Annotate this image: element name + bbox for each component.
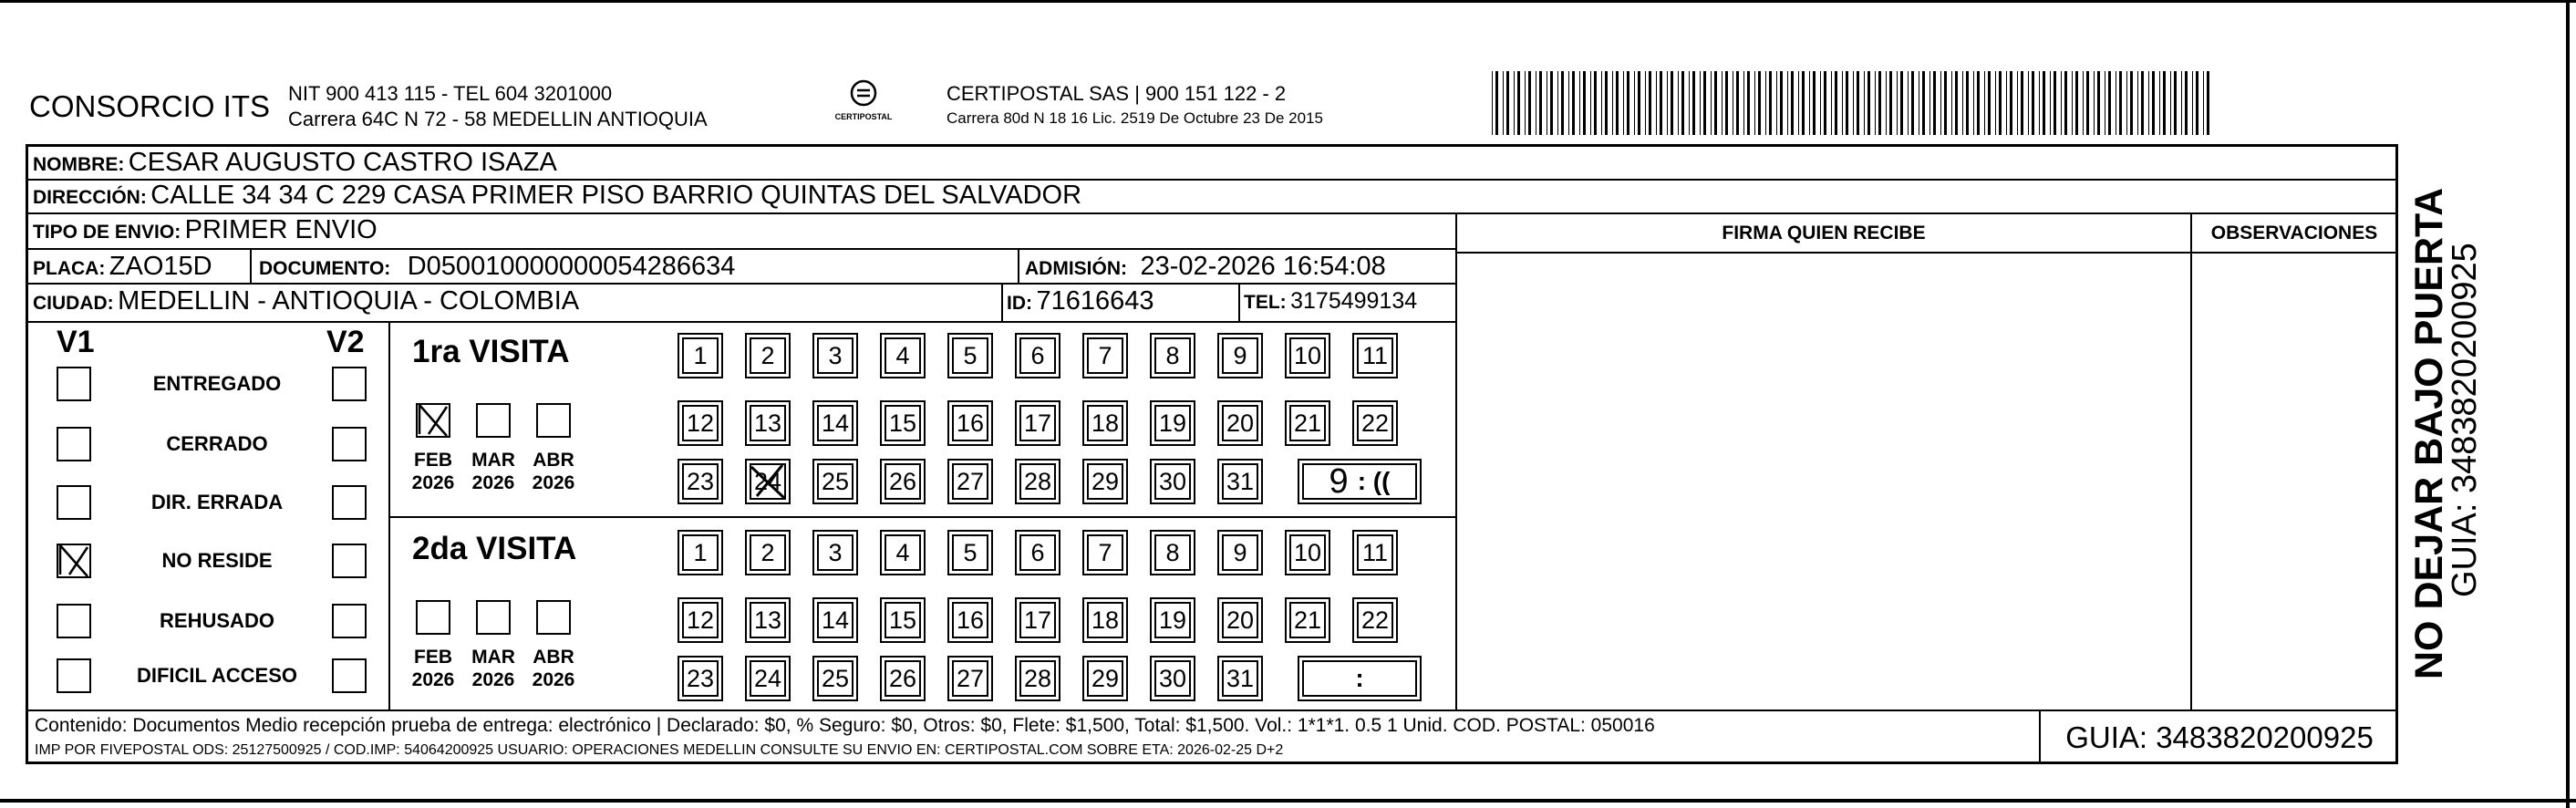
status-label-3: NO RESIDE bbox=[161, 549, 273, 572]
barcode-bar bbox=[1929, 71, 1930, 135]
barcode-bar bbox=[2083, 71, 2084, 135]
barcode-bar bbox=[1889, 71, 1892, 135]
day-box-0-5[interactable]: 5 bbox=[952, 337, 988, 374]
day-box-1-3[interactable]: 3 bbox=[817, 534, 853, 571]
barcode-bar bbox=[1995, 71, 1996, 135]
barcode-bar bbox=[1835, 71, 1837, 135]
day-box-0-26[interactable]: 26 bbox=[885, 463, 921, 500]
day-box-0-30[interactable]: 30 bbox=[1154, 463, 1191, 500]
barcode-bar bbox=[2137, 71, 2138, 135]
certipostal-logo: CERTIPOSTAL bbox=[832, 78, 895, 133]
day-box-1-1[interactable]: 1 bbox=[682, 534, 719, 571]
day-box-1-20[interactable]: 20 bbox=[1222, 602, 1258, 638]
barcode-bar bbox=[2185, 71, 2188, 135]
month-name: ABR bbox=[533, 647, 574, 668]
barcode-bar bbox=[2010, 71, 2012, 135]
barcode-bar bbox=[1802, 71, 1805, 135]
day-box-1-18[interactable]: 18 bbox=[1087, 602, 1123, 638]
day-box-0-23[interactable]: 23 bbox=[682, 463, 719, 500]
day-box-1-8[interactable]: 8 bbox=[1154, 534, 1191, 571]
barcode-bar bbox=[1951, 71, 1952, 135]
barcode-bar bbox=[1634, 71, 1635, 135]
day-box-1-28[interactable]: 28 bbox=[1019, 660, 1056, 697]
day-box-0-24[interactable] bbox=[750, 463, 786, 500]
barcode-bar bbox=[2097, 71, 2100, 135]
barcode-bar bbox=[1539, 71, 1542, 135]
barcode-bar bbox=[1831, 71, 1832, 135]
month-year: 2026 bbox=[411, 669, 455, 690]
barcode-bar bbox=[1973, 71, 1974, 135]
barcode-bar bbox=[1886, 71, 1887, 135]
barcode-bar bbox=[1875, 71, 1876, 135]
day-box-0-28[interactable]: 28 bbox=[1019, 463, 1056, 500]
barcode-bar bbox=[1506, 71, 1509, 135]
barcode-bar bbox=[1747, 71, 1750, 135]
barcode-bar bbox=[1579, 71, 1580, 135]
barcode-bar bbox=[1867, 71, 1870, 135]
day-box-1-27[interactable]: 27 bbox=[952, 660, 988, 697]
id-field: ID: 71616643 bbox=[1007, 286, 1154, 316]
day-box-1-14[interactable]: 14 bbox=[817, 602, 853, 638]
barcode-bar bbox=[2130, 71, 2133, 135]
barcode-bar bbox=[1671, 71, 1673, 135]
barcode-bar bbox=[1780, 71, 1783, 135]
day-box-0-14[interactable]: 14 bbox=[817, 405, 853, 441]
month-checkbox-0-2[interactable] bbox=[536, 403, 571, 438]
bottom-edge bbox=[0, 799, 2576, 803]
barcode-bar bbox=[2054, 71, 2056, 135]
barcode-bar bbox=[1878, 71, 1881, 135]
month-checkbox-1-0[interactable] bbox=[416, 600, 450, 635]
barcode-bar bbox=[1623, 71, 1624, 135]
month-label-1-1 bbox=[464, 646, 522, 691]
time-box-0[interactable] bbox=[1302, 463, 1417, 500]
side-guia: GUIA: 3483820200925 bbox=[2446, 243, 2484, 597]
barcode-bar bbox=[1722, 71, 1723, 135]
barcode-bar bbox=[2170, 71, 2171, 135]
tel-field: TEL: 3175499134 bbox=[1244, 288, 1418, 314]
month-checkbox-1-2[interactable] bbox=[536, 600, 571, 635]
barcode-bar bbox=[1700, 71, 1701, 135]
barcode-bar bbox=[1911, 71, 1914, 135]
status-label-1: CERRADO bbox=[166, 432, 268, 455]
month-year: 2026 bbox=[411, 472, 455, 493]
v1-checkbox-3[interactable] bbox=[57, 544, 91, 578]
barcode-bar bbox=[1758, 71, 1761, 135]
barcode-bar bbox=[1853, 71, 1854, 135]
barcode-bar bbox=[1798, 71, 1799, 135]
footer-imp: IMP POR FIVEPOSTAL ODS: 25127500925 / COD.IMP: 54064200925 USUARIO: OPERACIONES MEDELLIN CONSULTE SU ENVIO EN: CERTIPOSTAL.COM SOBRE ETA: 2026-02-25 D+2 bbox=[35, 742, 1284, 758]
barcode-bar bbox=[1842, 71, 1843, 135]
time-value: : bbox=[1355, 664, 1364, 692]
barcode-bar bbox=[2064, 71, 2067, 135]
barcode-bar bbox=[1689, 71, 1690, 135]
barcode bbox=[1492, 71, 2218, 135]
barcode-bar bbox=[1667, 71, 1668, 135]
day-box-0-17[interactable]: 17 bbox=[1019, 405, 1056, 441]
day-box-1-10[interactable]: 10 bbox=[1289, 534, 1326, 571]
day-box-1-15[interactable]: 15 bbox=[885, 602, 921, 638]
barcode-bar bbox=[1791, 71, 1794, 135]
barcode-bar bbox=[2203, 71, 2204, 135]
day-box-1-12[interactable]: 12 bbox=[682, 602, 719, 638]
day-box-0-9[interactable]: 9 bbox=[1222, 337, 1258, 374]
barcode-bar bbox=[2086, 71, 2089, 135]
day-box-1-17[interactable]: 17 bbox=[1019, 602, 1056, 638]
barcode-bar bbox=[1514, 71, 1515, 135]
day-box-0-6[interactable]: 6 bbox=[1019, 337, 1056, 374]
barcode-bar bbox=[1944, 71, 1947, 135]
day-box-1-24[interactable]: 24 bbox=[750, 660, 786, 697]
day-box-0-31[interactable]: 31 bbox=[1222, 463, 1258, 500]
day-box-1-7[interactable]: 7 bbox=[1087, 534, 1123, 571]
documento-value: D050010000000054286634 bbox=[407, 252, 736, 281]
barcode-bar bbox=[2181, 71, 2182, 135]
day-box-0-20[interactable]: 20 bbox=[1222, 405, 1258, 441]
company-name: CONSORCIO ITS bbox=[29, 89, 271, 123]
v2-checkbox-2[interactable] bbox=[332, 485, 367, 520]
barcode-bar bbox=[2094, 71, 2095, 135]
month-name: MAR bbox=[471, 647, 515, 668]
month-name: FEB bbox=[414, 450, 452, 471]
day-box-0-21[interactable]: 21 bbox=[1289, 405, 1326, 441]
barcode-bar bbox=[1572, 71, 1575, 135]
month-year: 2026 bbox=[471, 472, 515, 493]
barcode-bar bbox=[2152, 71, 2155, 135]
barcode-bar bbox=[1503, 71, 1504, 135]
barcode-bar bbox=[1492, 71, 1493, 135]
placa-field: PLACA: ZAO15D bbox=[33, 252, 212, 281]
right-edge bbox=[2566, 0, 2570, 808]
day-box-0-27[interactable]: 27 bbox=[952, 463, 988, 500]
day-box-0-7[interactable]: 7 bbox=[1087, 337, 1123, 374]
barcode-bar bbox=[1966, 71, 1969, 135]
day-box-1-4[interactable]: 4 bbox=[885, 534, 921, 571]
barcode-bar bbox=[1999, 71, 2002, 135]
barcode-bar bbox=[1517, 71, 1520, 135]
barcode-bar bbox=[1977, 71, 1980, 135]
barcode-bar bbox=[1528, 71, 1531, 135]
v1-checkbox-4[interactable] bbox=[57, 604, 91, 638]
day-box-0-10[interactable]: 10 bbox=[1289, 337, 1326, 374]
month-label-1-0 bbox=[404, 646, 462, 691]
barcode-bar bbox=[1962, 71, 1963, 135]
barcode-bar bbox=[2017, 71, 2018, 135]
day-box-0-25[interactable]: 25 bbox=[817, 463, 853, 500]
barcode-bar bbox=[1809, 71, 1810, 135]
barcode-bar bbox=[1583, 71, 1586, 135]
direccion-row: DIRECCIÓN: CALLE 34 34 C 229 CASA PRIMER PISO BARRIO QUINTAS DEL SALVADOR bbox=[33, 181, 1082, 210]
tipo-envio-value: PRIMER ENVIO bbox=[184, 215, 378, 244]
barcode-bar bbox=[2108, 71, 2111, 135]
admision-value: 23-02-2026 16:54:08 bbox=[1140, 252, 1386, 281]
month-name: FEB bbox=[414, 647, 452, 668]
courier-address: Carrera 80d N 18 16 Lic. 2519 De Octubre 23 De 2015 bbox=[947, 109, 1323, 127]
barcode-bar bbox=[2196, 71, 2198, 135]
documento-field: DOCUMENTO: D050010000000054286634 bbox=[259, 252, 736, 281]
barcode-bar bbox=[1561, 71, 1564, 135]
barcode-bar bbox=[1550, 71, 1553, 135]
day-box-1-25[interactable]: 25 bbox=[817, 660, 853, 697]
barcode-bar bbox=[2163, 71, 2166, 135]
barcode-bar bbox=[1787, 71, 1788, 135]
barcode-bar bbox=[1933, 71, 1936, 135]
barcode-bar bbox=[1495, 71, 1498, 135]
month-label-0-1 bbox=[464, 449, 522, 494]
day-box-0-12[interactable]: 12 bbox=[682, 405, 719, 441]
status-label-2: DIR. ERRADA bbox=[150, 491, 284, 513]
barcode-bar bbox=[2192, 71, 2193, 135]
barcode-bar bbox=[1736, 71, 1739, 135]
day-box-0-11[interactable]: 11 bbox=[1357, 337, 1393, 374]
day-number: 24 bbox=[753, 467, 782, 495]
nombre-value: CESAR AUGUSTO CASTRO ISAZA bbox=[128, 148, 557, 177]
barcode-bar bbox=[2061, 71, 2062, 135]
tipo-envio-row: TIPO DE ENVIO: PRIMER ENVIO bbox=[33, 215, 378, 244]
v2-checkbox-1[interactable] bbox=[332, 427, 367, 461]
ciudad-value: MEDELLIN - ANTIOQUIA - COLOMBIA bbox=[118, 286, 580, 316]
barcode-bar bbox=[2159, 71, 2160, 135]
no-dejar-warning: NO DEJAR BAJO PUERTA bbox=[2407, 187, 2451, 679]
company-nit: NIT 900 413 115 - TEL 604 3201000 bbox=[288, 82, 613, 105]
barcode-bar bbox=[1605, 71, 1608, 135]
barcode-bar bbox=[1754, 71, 1755, 135]
barcode-bar bbox=[2207, 71, 2209, 135]
day-box-1-19[interactable]: 19 bbox=[1154, 602, 1191, 638]
month-year: 2026 bbox=[471, 669, 515, 690]
status-label-4: REHUSADO bbox=[160, 609, 274, 632]
barcode-bar bbox=[1769, 71, 1772, 135]
barcode-bar bbox=[2072, 71, 2073, 135]
barcode-bar bbox=[2148, 71, 2149, 135]
barcode-bar bbox=[1616, 71, 1619, 135]
barcode-bar bbox=[2141, 71, 2144, 135]
barcode-bar bbox=[1743, 71, 1744, 135]
time-value: : (( bbox=[1357, 467, 1391, 495]
barcode-bar bbox=[1955, 71, 1958, 135]
month-year: 2026 bbox=[532, 472, 575, 493]
barcode-bar bbox=[1846, 71, 1848, 135]
barcode-bar bbox=[1638, 71, 1640, 135]
barcode-bar bbox=[1765, 71, 1766, 135]
barcode-bar bbox=[2043, 71, 2045, 135]
day-box-0-16[interactable]: 16 bbox=[952, 405, 988, 441]
month-checkbox-0-1[interactable] bbox=[476, 403, 511, 438]
barcode-bar bbox=[1703, 71, 1706, 135]
barcode-bar bbox=[1922, 71, 1925, 135]
barcode-bar bbox=[1692, 71, 1695, 135]
footer-guia: GUIA: 3483820200925 bbox=[2065, 720, 2374, 754]
top-border bbox=[0, 0, 2576, 3]
day-box-1-26[interactable]: 26 bbox=[885, 660, 921, 697]
month-checkbox-1-1[interactable] bbox=[476, 600, 511, 635]
barcode-bar bbox=[2032, 71, 2034, 135]
barcode-bar bbox=[1681, 71, 1684, 135]
barcode-bar bbox=[1645, 71, 1646, 135]
month-label-0-0 bbox=[404, 449, 462, 494]
barcode-bar bbox=[2050, 71, 2051, 135]
v1-checkbox-1[interactable] bbox=[57, 427, 91, 461]
barcode-bar bbox=[1813, 71, 1816, 135]
day-box-0-22[interactable]: 22 bbox=[1357, 405, 1393, 441]
v2-checkbox-5[interactable] bbox=[332, 658, 367, 693]
time-hour: 9 bbox=[1329, 461, 1349, 501]
barcode-bar bbox=[2174, 71, 2177, 135]
barcode-bar bbox=[1714, 71, 1717, 135]
ciudad-field: CIUDAD: MEDELLIN - ANTIOQUIA - COLOMBIA bbox=[33, 286, 580, 316]
day-box-1-31[interactable]: 31 bbox=[1222, 660, 1258, 697]
v1-header: V1 bbox=[57, 325, 95, 359]
barcode-bar bbox=[1900, 71, 1903, 135]
day-box-1-11[interactable]: 11 bbox=[1357, 534, 1393, 571]
barcode-bar bbox=[1776, 71, 1777, 135]
day-box-1-22[interactable]: 22 bbox=[1357, 602, 1393, 638]
day-box-1-2[interactable]: 2 bbox=[750, 534, 786, 571]
barcode-bar bbox=[1820, 71, 1821, 135]
v2-checkbox-3[interactable] bbox=[332, 544, 367, 578]
barcode-bar bbox=[2039, 71, 2040, 135]
v2-checkbox-4[interactable] bbox=[332, 604, 367, 638]
courier-name: CERTIPOSTAL SAS | 900 151 122 - 2 bbox=[947, 82, 1287, 105]
day-box-1-29[interactable]: 29 bbox=[1087, 660, 1123, 697]
barcode-bar bbox=[2028, 71, 2029, 135]
month-name: MAR bbox=[471, 450, 515, 471]
barcode-bar bbox=[1711, 71, 1712, 135]
barcode-bar bbox=[1725, 71, 1728, 135]
day-box-0-19[interactable]: 19 bbox=[1154, 405, 1191, 441]
barcode-bar bbox=[2021, 71, 2023, 135]
month-label-1-2 bbox=[524, 646, 583, 691]
direccion-value: CALLE 34 34 C 229 CASA PRIMER PISO BARRIO QUINTAS DEL SALVADOR bbox=[150, 181, 1082, 210]
barcode-bar bbox=[1897, 71, 1898, 135]
barcode-bar bbox=[1656, 71, 1657, 135]
day-box-1-16[interactable]: 16 bbox=[952, 602, 988, 638]
day-box-1-9[interactable]: 9 bbox=[1222, 534, 1258, 571]
day-box-0-13[interactable]: 13 bbox=[750, 405, 786, 441]
v1-checkbox-2[interactable] bbox=[57, 485, 91, 520]
barcode-bar bbox=[2075, 71, 2078, 135]
visit-title-1: 2da VISITA bbox=[412, 531, 577, 566]
status-label-5: DIFICIL ACCESO bbox=[136, 664, 297, 687]
footer-contenido: Contenido: Documentos Medio recepción prueba de entrega: electrónico | Declarado: $0, % Seguro: $0, Otros: $0, Flete: $1,500, Total: $1,500. Vol.: 1*1*1. 0.5 1 Unid. COD. POSTAL: 050016 bbox=[35, 715, 1655, 736]
observaciones-header: OBSERVACIONES bbox=[2210, 223, 2378, 243]
id-value: 71616643 bbox=[1036, 286, 1154, 316]
month-name: ABR bbox=[533, 450, 574, 471]
day-box-0-15[interactable]: 15 bbox=[885, 405, 921, 441]
barcode-bar bbox=[1612, 71, 1613, 135]
nombre-row: NOMBRE: CESAR AUGUSTO CASTRO ISAZA bbox=[33, 148, 557, 177]
v2-header: V2 bbox=[326, 325, 365, 359]
barcode-bar bbox=[1824, 71, 1826, 135]
month-year: 2026 bbox=[532, 669, 575, 690]
day-box-0-18[interactable]: 18 bbox=[1087, 405, 1123, 441]
day-box-0-2[interactable]: 2 bbox=[750, 337, 786, 374]
barcode-bar bbox=[1984, 71, 1985, 135]
barcode-bar bbox=[1908, 71, 1909, 135]
day-box-0-29[interactable]: 29 bbox=[1087, 463, 1123, 500]
firma-header: FIRMA QUIEN RECIBE bbox=[1722, 223, 1926, 243]
day-box-0-1[interactable]: 1 bbox=[682, 337, 719, 374]
admision-field: ADMISIÓN: 23-02-2026 16:54:08 bbox=[1025, 252, 1386, 281]
barcode-bar bbox=[1627, 71, 1629, 135]
day-box-0-3[interactable]: 3 bbox=[817, 337, 853, 374]
barcode-bar bbox=[1601, 71, 1602, 135]
barcode-bar bbox=[2126, 71, 2127, 135]
day-box-0-8[interactable]: 8 bbox=[1154, 337, 1191, 374]
barcode-bar bbox=[2006, 71, 2007, 135]
day-box-0-4[interactable]: 4 bbox=[885, 337, 921, 374]
tel-value: 3175499134 bbox=[1290, 288, 1418, 314]
barcode-bar bbox=[1857, 71, 1859, 135]
barcode-bar bbox=[1557, 71, 1558, 135]
barcode-bar bbox=[1590, 71, 1591, 135]
v1-checkbox-0[interactable] bbox=[57, 367, 91, 401]
barcode-bar bbox=[1940, 71, 1941, 135]
v1-checkbox-5[interactable] bbox=[57, 658, 91, 693]
month-checkbox-0-0[interactable] bbox=[416, 403, 450, 438]
status-label-0: ENTREGADO bbox=[152, 372, 282, 395]
day-box-1-13[interactable]: 13 bbox=[750, 602, 786, 638]
day-box-1-5[interactable]: 5 bbox=[952, 534, 988, 571]
day-box-1-6[interactable]: 6 bbox=[1019, 534, 1056, 571]
day-box-1-21[interactable]: 21 bbox=[1289, 602, 1326, 638]
placa-value: ZAO15D bbox=[109, 252, 212, 281]
barcode-bar bbox=[1568, 71, 1569, 135]
barcode-bar bbox=[1649, 71, 1651, 135]
barcode-bar bbox=[1988, 71, 1991, 135]
barcode-bar bbox=[1660, 71, 1662, 135]
barcode-bar bbox=[1594, 71, 1597, 135]
barcode-bar bbox=[2119, 71, 2122, 135]
v2-checkbox-0[interactable] bbox=[332, 367, 367, 401]
month-label-0-2 bbox=[524, 449, 583, 494]
visit-title-0: 1ra VISITA bbox=[412, 334, 570, 369]
day-box-1-23[interactable]: 23 bbox=[682, 660, 719, 697]
company-address: Carrera 64C N 72 - 58 MEDELLIN ANTIOQUIA bbox=[288, 108, 708, 130]
time-box-1[interactable] bbox=[1302, 660, 1417, 697]
barcode-bar bbox=[1864, 71, 1865, 135]
barcode-bar bbox=[1525, 71, 1526, 135]
barcode-bar bbox=[1678, 71, 1679, 135]
day-box-1-30[interactable]: 30 bbox=[1154, 660, 1191, 697]
